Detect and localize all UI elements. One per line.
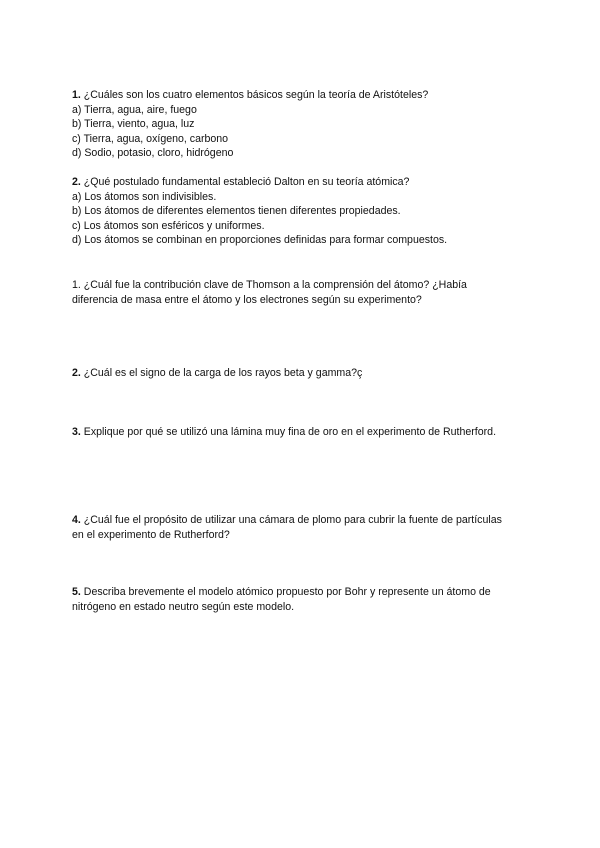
question-text: ¿Cuáles son los cuatro elementos básicos según la teoría de Aristóteles?	[80, 89, 429, 101]
question-text: Describa brevemente el modelo atómico propuesto por Bohr y represente un átomo de	[80, 586, 491, 598]
open-question-gold-foil	[72, 425, 496, 440]
question-line	[72, 366, 362, 381]
question-line: 1. ¿Cuál fue la contribución clave de Thomson a la comprensión del átomo? ¿Había	[72, 279, 467, 291]
question-text: ¿Cuál fue el propósito de utilizar una cámara de plomo para cubrir la fuente de partículas	[80, 514, 502, 526]
question-text: ¿Qué postulado fundamental estableció Dalton en su teoría atómica?	[80, 176, 410, 188]
question-number: 2.	[72, 367, 81, 379]
option-b: b) Tierra, viento, agua, luz	[72, 118, 195, 131]
question-line: en el experimento de Rutherford?	[72, 528, 230, 541]
question-line	[72, 425, 496, 440]
question-2-block	[72, 175, 447, 248]
option-a: a) Tierra, agua, aire, fuego	[72, 103, 197, 116]
open-question-thomson	[72, 278, 467, 307]
open-question-beta-gamma	[72, 366, 362, 381]
question-1-block	[72, 88, 428, 161]
open-question-lead-chamber	[72, 513, 502, 542]
option-b: b) Los átomos de diferentes elementos tienen diferentes propiedades.	[72, 205, 401, 218]
question-number: 4.	[72, 514, 81, 526]
option-c: c) Tierra, agua, oxígeno, carbono	[72, 132, 229, 145]
option-c: c) Los átomos son esféricos y uniformes.	[72, 219, 265, 232]
open-question-bohr	[72, 585, 491, 614]
question-number: 2.	[72, 176, 81, 188]
question-line: diferencia de masa entre el átomo y los electrones según su experimento?	[72, 293, 422, 306]
question-1-stem	[72, 88, 428, 103]
question-line: nitrógeno en estado neutro según este modelo.	[72, 600, 295, 613]
option-d: d) Sodio, potasio, cloro, hidrógeno	[72, 147, 234, 160]
option-a: a) Los átomos son indivisibles.	[72, 190, 217, 203]
question-number: 5.	[72, 586, 81, 598]
question-text: Explique por qué se utilizó una lámina muy fina de oro en el experimento de Rutherford.	[80, 426, 497, 438]
question-2-stem	[72, 175, 447, 190]
question-text: ¿Cuál es el signo de la carga de los rayos beta y gamma?ç	[80, 367, 363, 379]
question-line	[72, 513, 502, 528]
question-number: 3.	[72, 426, 81, 438]
question-line	[72, 585, 491, 600]
question-number: 1.	[72, 89, 81, 101]
option-d: d) Los átomos se combinan en proporciones definidas para formar compuestos.	[72, 234, 448, 247]
